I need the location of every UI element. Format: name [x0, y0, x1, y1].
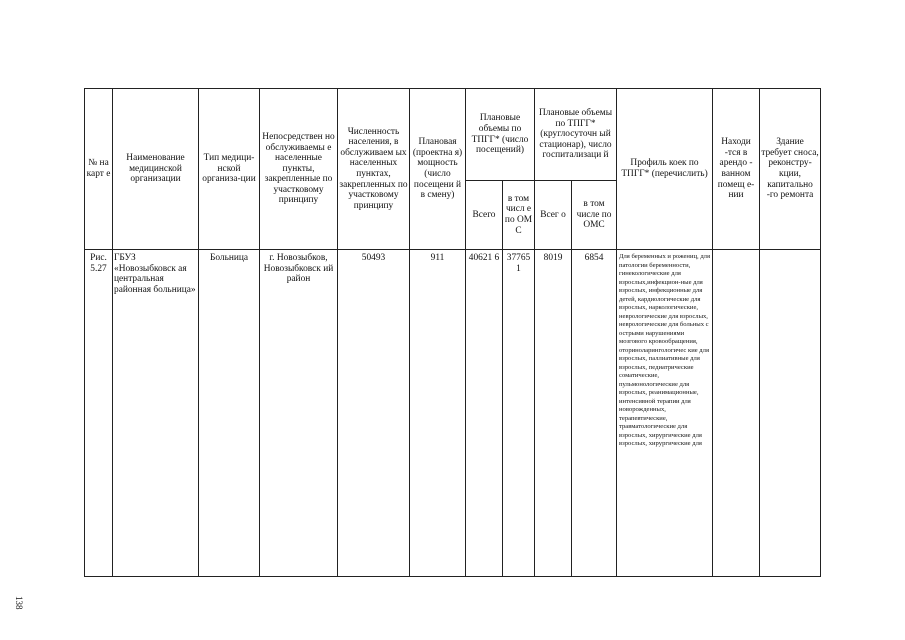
header-org-type: Тип медици-нской организа-ции [199, 89, 260, 250]
cell-needs-repair [760, 250, 821, 577]
header-profile: Профиль коек по ТПГГ* (перечислить) [617, 89, 713, 250]
cell-visits-total: 40621 6 [466, 250, 503, 577]
cell-profile [617, 250, 713, 577]
cell-hosp-total: 8019 [535, 250, 572, 577]
profile-text: Для беременных и рожениц, для патологии беременности, гинекологические для взрослых,инфекцион-ные для взрослых, инфекционные для детей, кардиологические для взрослых, наркологические, неврологические для взрослых, неврологические для больных с острыми нарушениями мозгового кровообращения, оториноларингологичес кие для взрослых, паллиативные для взрослых, педиатрические соматические, пульмонологические для взрослых, реанимационные, интенсивной терапии для новорожденных, терапевтические, травматологические для взрослых, хирургические для взрослых, хирургические для [619, 253, 710, 447]
table-row [85, 250, 821, 577]
cell-population: 50493 [338, 250, 410, 577]
header-visits-group: Плановые объемы по ТПГГ* (число посещений) [466, 89, 535, 181]
header-hosp-oms: в том числе по ОМС [572, 181, 617, 250]
hospital-capacity-table [84, 88, 821, 577]
cell-map-no: Рис. 5.27 [85, 250, 113, 577]
cell-served-points: г. Новозыбков, Новозыбковск ий район [260, 250, 338, 577]
header-rented: Находи -тся в арендо - ванном помещ е-нии [713, 89, 760, 250]
header-population: Численность населения, в обслуживаем ых населенных пунктах, закрепленных по участковому принципу [338, 89, 410, 250]
header-served-points: Непосредствен но обслуживаемы е населенные пункты, закрепленные по участковому принципу [260, 89, 338, 250]
header-hosp-total: Всег о [535, 181, 572, 250]
cell-org-name: ГБУЗ «Новозыбковск ая центральная районная больница» [113, 250, 199, 577]
header-capacity: Плановая (проектна я) мощность (число посещени й в смену) [410, 89, 466, 250]
header-hosp-group: Плановые объемы по ТПГГ* (круглосуточн ый стационар), число госпитализаци й [535, 89, 617, 181]
header-needs-repair: Здание требует сноса, реконстру- кции, капитально -го ремонта [760, 89, 821, 250]
page-number: 138 [14, 596, 24, 610]
cell-rented [713, 250, 760, 577]
cell-hosp-oms: 6854 [572, 250, 617, 577]
header-map-no: № на карт е [85, 89, 113, 250]
cell-org-type: Больница [199, 250, 260, 577]
cell-capacity: 911 [410, 250, 466, 577]
header-visits-total: Всего [466, 181, 503, 250]
header-visits-oms: в том числ е по ОМ С [503, 181, 535, 250]
cell-visits-oms: 37765 1 [503, 250, 535, 577]
header-org-name: Наименование медицинской организации [113, 89, 199, 250]
